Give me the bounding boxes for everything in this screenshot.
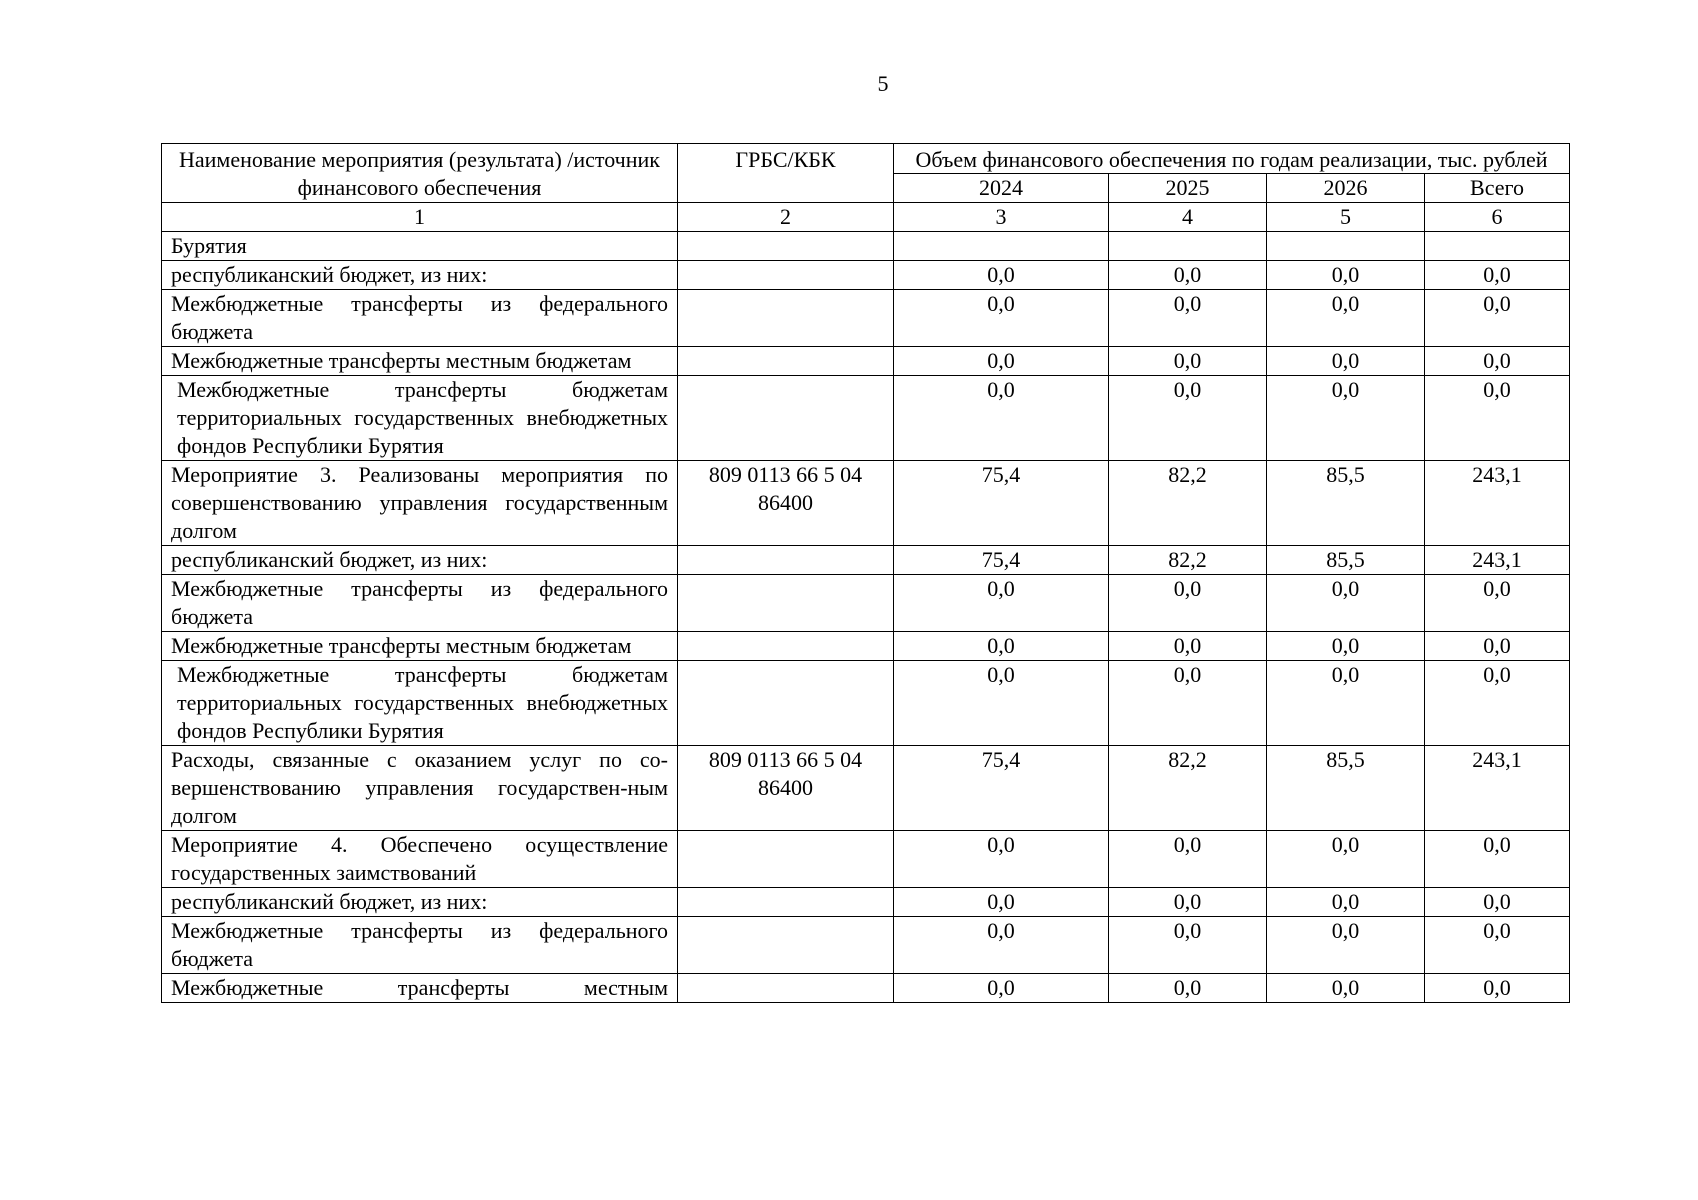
row-value-2026: 0,0 xyxy=(1267,261,1425,290)
table-row xyxy=(162,974,1570,1003)
row-name: Бурятия xyxy=(162,232,678,261)
row-value-2026: 0,0 xyxy=(1267,661,1425,746)
row-value-2026: 85,5 xyxy=(1267,461,1425,546)
row-kbk xyxy=(678,661,894,746)
row-kbk xyxy=(678,974,894,1003)
row-name: Межбюджетные трансферты из федерального бюджета xyxy=(162,917,678,974)
row-kbk xyxy=(678,347,894,376)
row-value-total: 0,0 xyxy=(1425,632,1570,661)
table-row xyxy=(162,575,1570,632)
row-value-total xyxy=(1425,232,1570,261)
row-value-2024: 0,0 xyxy=(894,831,1109,888)
row-value-total: 0,0 xyxy=(1425,261,1570,290)
table-row xyxy=(162,746,1570,831)
table-row xyxy=(162,347,1570,376)
row-value-2025: 0,0 xyxy=(1109,632,1267,661)
header-year-2024: 2024 xyxy=(894,174,1109,203)
row-value-2025: 0,0 xyxy=(1109,974,1267,1003)
row-value-2024: 0,0 xyxy=(894,917,1109,974)
column-number: 5 xyxy=(1267,203,1425,232)
row-value-2024: 75,4 xyxy=(894,461,1109,546)
row-kbk xyxy=(678,290,894,347)
row-value-2024: 0,0 xyxy=(894,376,1109,461)
row-value-2026: 85,5 xyxy=(1267,546,1425,575)
row-name: Расходы, связанные с оказанием услуг по со-вершенствованию управления государствен-ным долгом xyxy=(162,746,678,831)
page-number: 5 xyxy=(877,71,889,96)
row-kbk xyxy=(678,888,894,917)
column-number: 1 xyxy=(162,203,678,232)
row-name: Межбюджетные трансферты местным бюджетам xyxy=(162,632,678,661)
table-row xyxy=(162,632,1570,661)
row-name: республиканский бюджет, из них: xyxy=(162,261,678,290)
table-body xyxy=(162,232,1570,1003)
row-value-2026: 0,0 xyxy=(1267,632,1425,661)
row-value-2024: 0,0 xyxy=(894,632,1109,661)
table-row xyxy=(162,261,1570,290)
column-number: 2 xyxy=(678,203,894,232)
row-kbk xyxy=(678,632,894,661)
row-value-2024 xyxy=(894,232,1109,261)
row-value-total: 0,0 xyxy=(1425,661,1570,746)
row-value-2025: 0,0 xyxy=(1109,376,1267,461)
row-name: Межбюджетные трансферты бюджетам территориальных государственных внебюджетных фондов Республики Бурятия xyxy=(162,376,678,461)
row-value-2026: 0,0 xyxy=(1267,974,1425,1003)
row-value-2026: 0,0 xyxy=(1267,290,1425,347)
row-kbk xyxy=(678,917,894,974)
row-kbk xyxy=(678,232,894,261)
row-name: Межбюджетные трансферты бюджетам территориальных государственных внебюджетных фондов Республики Бурятия xyxy=(162,661,678,746)
row-value-total: 0,0 xyxy=(1425,347,1570,376)
row-value-total: 243,1 xyxy=(1425,461,1570,546)
row-name: Мероприятие 3. Реализованы мероприятия по совершенствованию управления государственным долгом xyxy=(162,461,678,546)
row-value-2026: 85,5 xyxy=(1267,746,1425,831)
column-number: 3 xyxy=(894,203,1109,232)
table-row xyxy=(162,461,1570,546)
row-value-2025: 0,0 xyxy=(1109,347,1267,376)
row-value-2025: 0,0 xyxy=(1109,917,1267,974)
row-value-2026: 0,0 xyxy=(1267,347,1425,376)
table-row xyxy=(162,376,1570,461)
row-value-total: 243,1 xyxy=(1425,746,1570,831)
row-kbk xyxy=(678,261,894,290)
row-value-2024: 75,4 xyxy=(894,746,1109,831)
row-value-2024: 0,0 xyxy=(894,575,1109,632)
row-value-2024: 0,0 xyxy=(894,347,1109,376)
column-numbers-row xyxy=(162,203,1570,232)
row-value-2024: 0,0 xyxy=(894,974,1109,1003)
row-value-total: 0,0 xyxy=(1425,290,1570,347)
row-value-total: 0,0 xyxy=(1425,888,1570,917)
row-value-total: 0,0 xyxy=(1425,575,1570,632)
table-row xyxy=(162,888,1570,917)
row-value-total: 0,0 xyxy=(1425,831,1570,888)
row-value-2024: 0,0 xyxy=(894,290,1109,347)
row-value-2026: 0,0 xyxy=(1267,831,1425,888)
row-value-2024: 75,4 xyxy=(894,546,1109,575)
row-kbk xyxy=(678,575,894,632)
financing-table xyxy=(161,143,1570,1003)
row-value-2024: 0,0 xyxy=(894,261,1109,290)
table-row xyxy=(162,546,1570,575)
header-year-2025: 2025 xyxy=(1109,174,1267,203)
row-value-2026: 0,0 xyxy=(1267,376,1425,461)
row-value-2025: 82,2 xyxy=(1109,461,1267,546)
table-row xyxy=(162,831,1570,888)
row-value-2025: 0,0 xyxy=(1109,831,1267,888)
row-value-2025: 82,2 xyxy=(1109,546,1267,575)
row-value-2026: 0,0 xyxy=(1267,917,1425,974)
row-name: Межбюджетные трансферты из федерального бюджета xyxy=(162,290,678,347)
row-value-total: 0,0 xyxy=(1425,974,1570,1003)
row-name: Мероприятие 4. Обеспечено осуществление государственных заимствований xyxy=(162,831,678,888)
row-value-2024: 0,0 xyxy=(894,661,1109,746)
column-number: 6 xyxy=(1425,203,1570,232)
row-value-2025 xyxy=(1109,232,1267,261)
row-kbk xyxy=(678,546,894,575)
row-kbk: 809 0113 66 5 04 86400 xyxy=(678,746,894,831)
table-row xyxy=(162,661,1570,746)
row-name: Межбюджетные трансферты местным xyxy=(162,974,678,1003)
header-volume: Объем финансового обеспечения по годам реализации, тыс. рублей xyxy=(894,144,1570,174)
header-kbk: ГРБС/КБК xyxy=(678,144,894,203)
row-name: Межбюджетные трансферты из федерального бюджета xyxy=(162,575,678,632)
table-row xyxy=(162,290,1570,347)
row-value-2025: 0,0 xyxy=(1109,888,1267,917)
row-value-2026: 0,0 xyxy=(1267,888,1425,917)
header-year-2026: 2026 xyxy=(1267,174,1425,203)
row-value-2025: 82,2 xyxy=(1109,746,1267,831)
row-value-2025: 0,0 xyxy=(1109,661,1267,746)
row-value-2024: 0,0 xyxy=(894,888,1109,917)
row-name: Межбюджетные трансферты местным бюджетам xyxy=(162,347,678,376)
row-value-total: 0,0 xyxy=(1425,376,1570,461)
row-kbk xyxy=(678,831,894,888)
table-row xyxy=(162,917,1570,974)
row-name: республиканский бюджет, из них: xyxy=(162,888,678,917)
header-total: Всего xyxy=(1425,174,1570,203)
row-value-2025: 0,0 xyxy=(1109,261,1267,290)
row-value-total: 0,0 xyxy=(1425,917,1570,974)
row-kbk xyxy=(678,376,894,461)
row-value-2025: 0,0 xyxy=(1109,575,1267,632)
column-number: 4 xyxy=(1109,203,1267,232)
table-row xyxy=(162,232,1570,261)
row-name: республиканский бюджет, из них: xyxy=(162,546,678,575)
row-value-2026 xyxy=(1267,232,1425,261)
row-kbk: 809 0113 66 5 04 86400 xyxy=(678,461,894,546)
header-name: Наименование мероприятия (результата) /источник финансового обеспечения xyxy=(162,144,678,203)
row-value-2025: 0,0 xyxy=(1109,290,1267,347)
row-value-total: 243,1 xyxy=(1425,546,1570,575)
row-value-2026: 0,0 xyxy=(1267,575,1425,632)
